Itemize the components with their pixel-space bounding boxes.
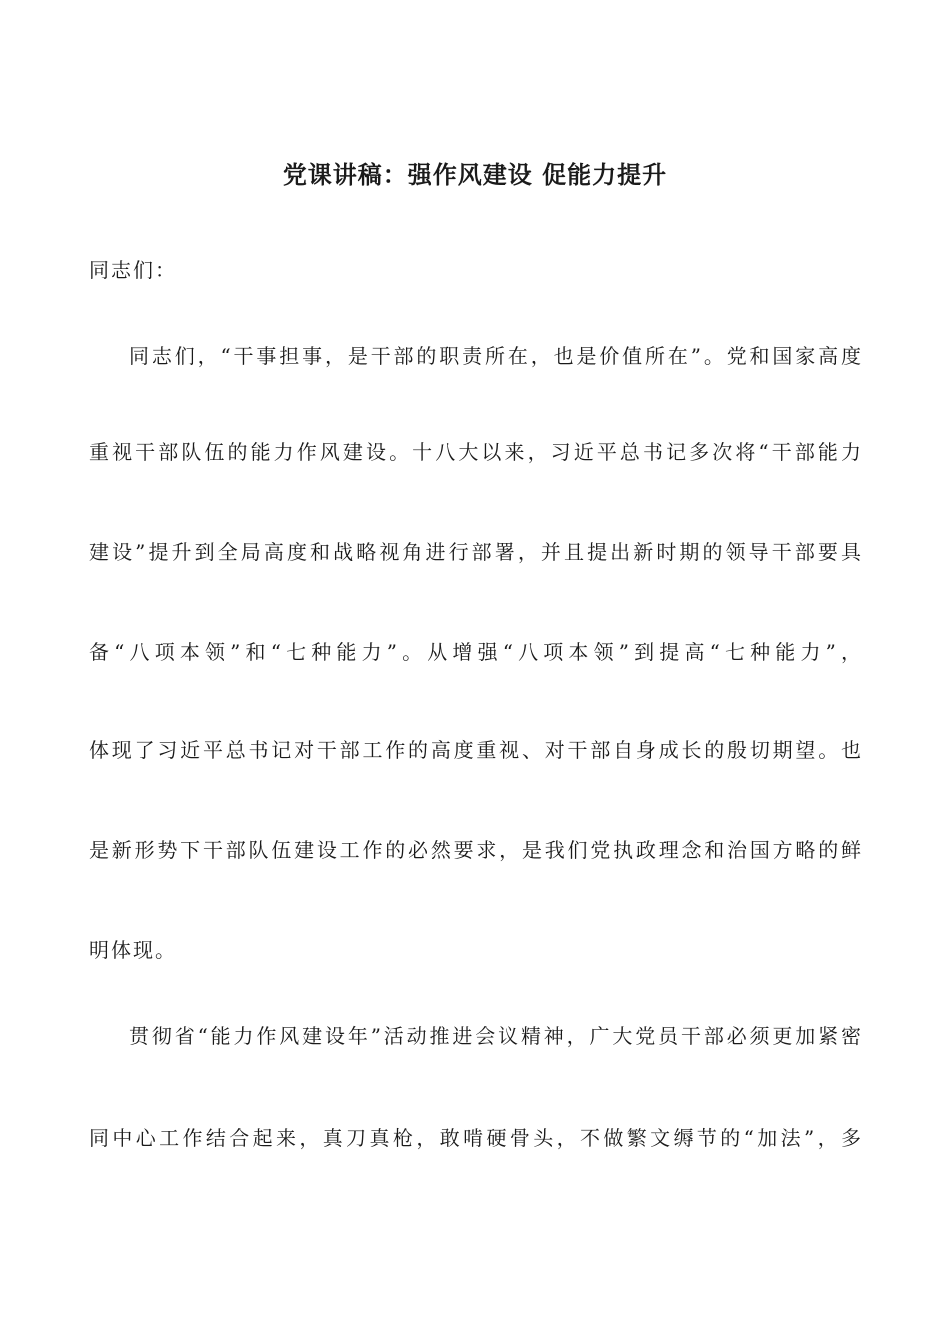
paragraph-2-line-1: 贯彻省“能力作风建设年”活动推进会议精神，广大党员干部必须更加紧密 (129, 1024, 861, 1048)
document-title: 党课讲稿：强作风建设 促能力提升 (282, 160, 668, 189)
salutation: 同志们： (89, 258, 177, 282)
paragraph-1-line-5: 体现了习近平总书记对干部工作的高度重视、对干部自身成长的殷切期望。也 (89, 738, 861, 762)
paragraph-1-line-6: 是新形势下干部队伍建设工作的必然要求，是我们党执政理念和治国方略的鲜 (89, 838, 861, 862)
paragraph-1-line-4: 备“八项本领”和“七种能力”。从增强“八项本领”到提高“七种能力”， (89, 640, 861, 664)
paragraph-2-line-2: 同中心工作结合起来，真刀真枪，敢啃硬骨头，不做繁文缛节的“加法”，多 (89, 1126, 861, 1150)
paragraph-1-line-2: 重视干部队伍的能力作风建设。十八大以来，习近平总书记多次将“干部能力 (89, 440, 861, 464)
paragraph-1-line-3: 建设”提升到全局高度和战略视角进行部署，并且提出新时期的领导干部要具 (89, 540, 861, 564)
paragraph-1-line-7: 明体现。 (89, 938, 177, 962)
paragraph-1-line-1: 同志们，“干事担事，是干部的职责所在，也是价值所在”。党和国家高度 (129, 344, 861, 368)
